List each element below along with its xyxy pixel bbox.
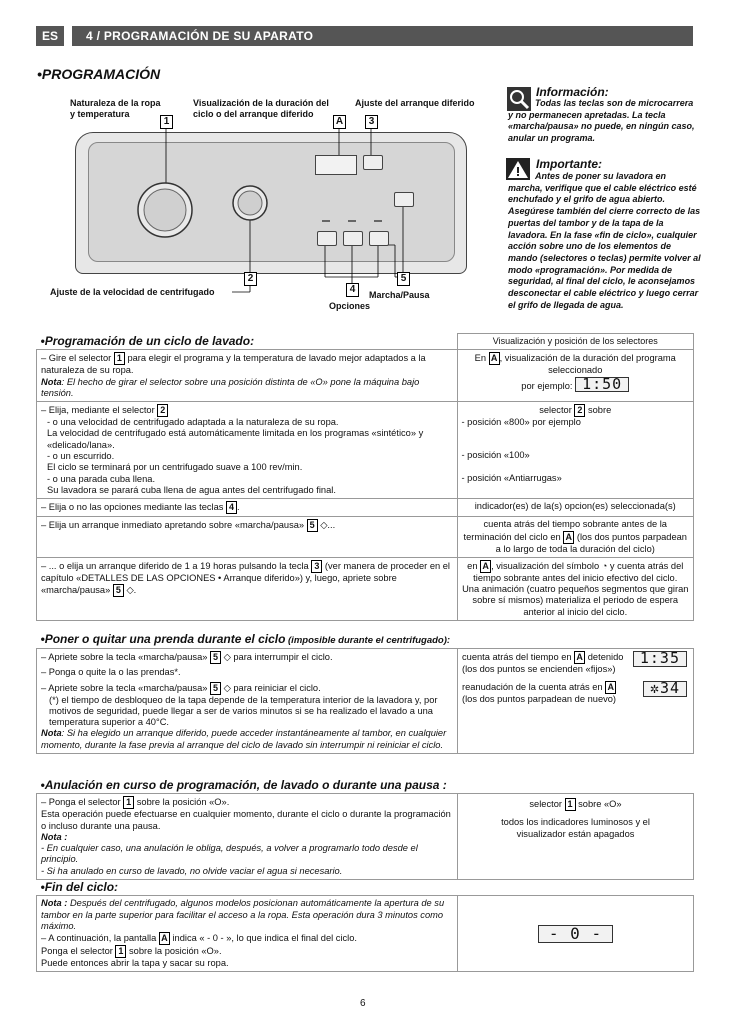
delay-key-drawing [363,155,383,170]
box-1: 1 [114,352,125,365]
delay-clock-icon: ◔ [601,560,608,571]
cell-left [37,896,458,972]
text: – Elija un arranque inmediato apretando sobre «marcha/pausa» [41,520,305,531]
text: - o una parada cuba llena. [47,473,156,484]
text: , visualización del símbolo [491,560,600,571]
cell-right [457,350,694,402]
text: - posición «800» por ejemplo [461,417,581,428]
label-nature: Naturaleza de la ropa y temperatura [70,98,161,119]
box-5: 5 [210,682,221,695]
cell-right: indicador(es) de la(s) opcion(es) seleccionada(s) [457,499,694,517]
box-1: 1 [115,945,126,958]
text: El ciclo se terminará por un centrifugado suave a 100 rev/min. [47,462,303,473]
label-options: Opciones [329,301,371,311]
important-title: Importante: [536,157,602,171]
text: – Apriete sobre la tecla «marcha/pausa» [41,682,208,693]
table-head-row [37,880,694,896]
text: selector [539,405,572,416]
text: selector [529,799,562,810]
text: Una animación (cuatro pequeños segmentos que giran sobre sí mismos) materializa el periodo de espera anterior al inicio del ciclo. [462,584,689,617]
option-led-2 [348,220,356,222]
box-A: A [489,352,500,365]
start-pause-icon: ◇ [223,652,231,663]
text: , visualización de la duración del programa seleccionado [499,353,676,376]
note-label: Nota : [41,831,68,842]
note-label: Nota [41,728,62,739]
text: – Ponga el selector [41,797,121,808]
option-led-3 [374,220,382,222]
text: - posición «Antiarrugas» [461,472,562,483]
table-add-remove [36,632,694,754]
text: Su lavadora se parará cuba llena de agua antes del centrifugado final. [47,484,336,495]
table-row [37,517,694,558]
table-head-row [37,778,694,794]
label-start-pause: Marcha/Pausa [369,290,430,300]
text: Esta operación puede efectuarse en cualquier momento, durante el ciclo o durante la programación o incluso durante una pausa. [41,809,451,831]
text: – A continuación, la pantalla [41,933,157,944]
text: por ejemplo: [521,380,573,391]
callout-2: 2 [244,272,257,286]
text: - o una velocidad de centrifugado adaptada a la naturaleza de su ropa. [47,417,339,428]
text: (*) el tiempo de desbloqueo de la tapa depende de la temperatura interior de la lavadora y, por motivos de seguridad, puede llegar a ser de varios minutos si se ha realizado el lavado a una temperatura superior a 40°C. [49,694,438,728]
table1-right-head: Visualización y posición de los selectores [457,334,694,350]
page-number: 6 [360,998,366,1009]
table-row [37,350,694,402]
text: para interrumpir el ciclo. [233,652,333,663]
box-2: 2 [157,404,168,417]
display-lcd: 1:35 [633,651,687,666]
cell-left [37,402,458,499]
text: Ponga el selector [41,946,113,957]
info-title: Información: [536,85,609,99]
table2-title [37,632,694,649]
cell-left: – ... o elija un arranque diferido de 1 a 19 horas pulsando la tecla 3 (ver manera de proceder en el capítulo «DETALLES DE LAS OPCIONES • Arranque diferido») y, luego, apriete sobre «marcha/pausa» 5 ◇. [37,557,458,620]
start-pause-icon: ◇ [223,682,231,693]
cell-left [37,794,458,880]
text: sobre [587,405,612,416]
box-A: A [480,560,491,573]
table-row [37,794,694,880]
label-delay: Ajuste del arranque diferido [355,98,475,108]
text: – Apriete sobre la tecla «marcha/pausa» [41,652,208,663]
text: y cuenta atrás del tiempo sobrante antes del inicio efectivo del ciclo. [473,560,684,583]
option-key-1 [317,231,337,246]
cell-right [457,557,694,620]
important-text: Antes de poner su lavadora en marcha, verifique que el cable eléctrico esté enchufado y el grifo de agua abierto. Asegúrese también del cierre correcto de las puertas del tambor y de la tapa de la lavadora. En la fase «fin de ciclo», cualquier acción sobre uno de los elementos de mando (selectores o teclas) permite volver al modo «programación». Por medida de seguridad, al final del ciclo, le aconsejamos desconectar el cable eléctrico y luego cerrar el grifo de llegada de agua. [508,171,701,310]
text: cuenta atrás del tiempo sobrante antes de la terminación del ciclo en [463,519,667,542]
spin-selector-knob [230,183,270,223]
callout-3: 3 [365,115,378,129]
cell-right [458,896,694,972]
text: – Elija, mediante el selector [41,405,155,416]
program-selector-knob [135,180,195,240]
table-row [37,499,694,517]
cell-left: – Elija un arranque inmediato apretando sobre «marcha/pausa» 5 ◇... [37,517,458,558]
box-5: 5 [113,584,124,597]
table-cancel [36,778,694,880]
box-A: A [605,681,616,694]
text: - o un escurrido. [47,451,115,462]
text: en [467,560,478,571]
info-text: Todas las teclas son de microcarrera y no permanecen apretadas. La tecla «marcha/pausa» no puede, en ningún caso, anular un programa. [508,98,695,143]
table-row [37,557,694,620]
language-code: ES [36,26,72,46]
text: detenido (los dos puntos se encienden «fijos») [462,652,624,675]
label-display: Visualización de la duración del ciclo o del arranque diferido [193,98,329,119]
callout-1: 1 [160,115,173,129]
note-text: : Si ha elegido un arranque diferido, puede acceder instantáneamente al tambor, en cualquier momento, durante la fase previa al arranque del ciclo de lavado sin interrumpir ni reiniciar el ciclo. [41,728,447,750]
note-text: - En cualquier caso, una anulación le obliga, después, a volver a programarlo todo desde el principio. [41,843,418,865]
text: – Gire el selector [41,353,112,364]
table-row [37,402,694,499]
option-key-3 [369,231,389,246]
label-spin: Ajuste de la velocidad de centrifugado [50,287,215,297]
box-2: 2 [574,404,585,417]
text: La velocidad de centrifugado está automáticamente limitada en los programas «sintético» y «delicado/lana». [47,428,424,450]
text: cuenta atrás del tiempo en [462,652,572,663]
text: – ... o elija un arranque diferido de 1 a 19 horas pulsando la tecla [41,560,309,571]
text: (imposible durante el centrifugado): [288,635,451,646]
text: (los dos puntos parpadean a lo largo de toda la duración del ciclo) [495,531,687,554]
text: En [474,353,487,364]
cell-right [457,517,694,558]
box-5: 5 [307,519,318,532]
cell-right [457,402,694,499]
box-3: 3 [311,560,322,573]
table-row [37,649,694,754]
section-title: •PROGRAMACIÓN [37,66,161,82]
panel-display-drawing [315,155,357,175]
option-led-1 [322,220,330,222]
table-programming [36,333,694,621]
text: indica « - 0 - », lo que indica el final del ciclo. [172,933,357,944]
note-text: - Si ha anulado en curso de lavado, no olvide vaciar el agua si necesario. [41,865,343,876]
text: Puede entonces abrir la tapa y sacar su ropa. [41,958,229,969]
box-A: A [574,651,585,664]
display-lcd: - 0 - [538,925,613,942]
callout-4: 4 [346,283,359,297]
cell-right [458,649,694,754]
text: (ver manera de proceder en el capítulo «DETALLES DE LAS OPCIONES • Arranque diferido») y, luego, apriete sobre «marcha/pausa» [41,560,450,596]
cell-left: – Elija o no las opciones mediante las teclas 4 . [37,499,458,517]
box-A: A [563,531,574,544]
table1-title: •Programación de un ciclo de lavado: [37,334,458,350]
cell-left [37,649,458,754]
note-text: Después del centrifugado, algunos modelos posicionan automáticamente la apertura de su tambor en la parte superior para facilitar el acceso a la ropa. Esta operación dura 3 minutos como máximo. [41,898,445,931]
display-lcd: 1:50 [575,377,629,392]
box-A: A [159,932,170,945]
note-label: Nota [41,376,62,387]
table-head-row [37,632,694,649]
text: para elegir el programa y la temperatura de lavado mejor adaptados a la naturaleza de su ropa. [41,353,426,376]
text: •Poner o quitar una prenda durante el ciclo [40,632,286,646]
box-5: 5 [210,651,221,664]
text: sobre «O» [578,799,622,810]
table4-title: •Fin del ciclo: [37,880,694,896]
text: todos los indicadores luminosos y el visualizador están apagados [501,817,650,839]
start-pause-key-drawing [394,192,414,207]
table-head-row [37,334,694,350]
box-1: 1 [565,798,576,811]
box-4: 4 [226,501,237,514]
text: (los dos puntos parpadean de nuevo) [462,694,617,705]
note-text: : El hecho de girar el selector sobre una posición distinta de «O» pone la máquina bajo tensión. [41,376,420,398]
start-pause-icon: ◇ [126,585,134,596]
chapter-title: 4 / PROGRAMACIÓN DE SU APARATO [86,29,314,43]
option-key-2 [343,231,363,246]
table-row [37,896,694,972]
text: – Ponga o quite la o las prendas*. [41,667,181,678]
note-label: Nota : [41,898,68,909]
cell-right [458,794,694,880]
start-pause-icon: ◇ [320,520,328,531]
text: sobre la posición «O». [136,797,230,808]
text: - posición «100» [461,450,530,461]
callout-5: 5 [397,272,410,286]
cell-left [37,350,458,402]
box-1: 1 [123,796,134,809]
text: sobre la posición «O». [129,946,222,957]
text: 34 [659,679,680,698]
text: para reiniciar el ciclo. [233,682,321,693]
text: reanudación de la cuenta atrás en [462,682,603,693]
callout-A: A [333,115,346,129]
table-end-cycle [36,880,694,972]
display-lcd: ✲34 [643,681,687,696]
table3-title: •Anulación en curso de programación, de lavado o durante una pausa : [37,778,694,794]
text: – Elija o no las opciones mediante las teclas [41,502,224,513]
